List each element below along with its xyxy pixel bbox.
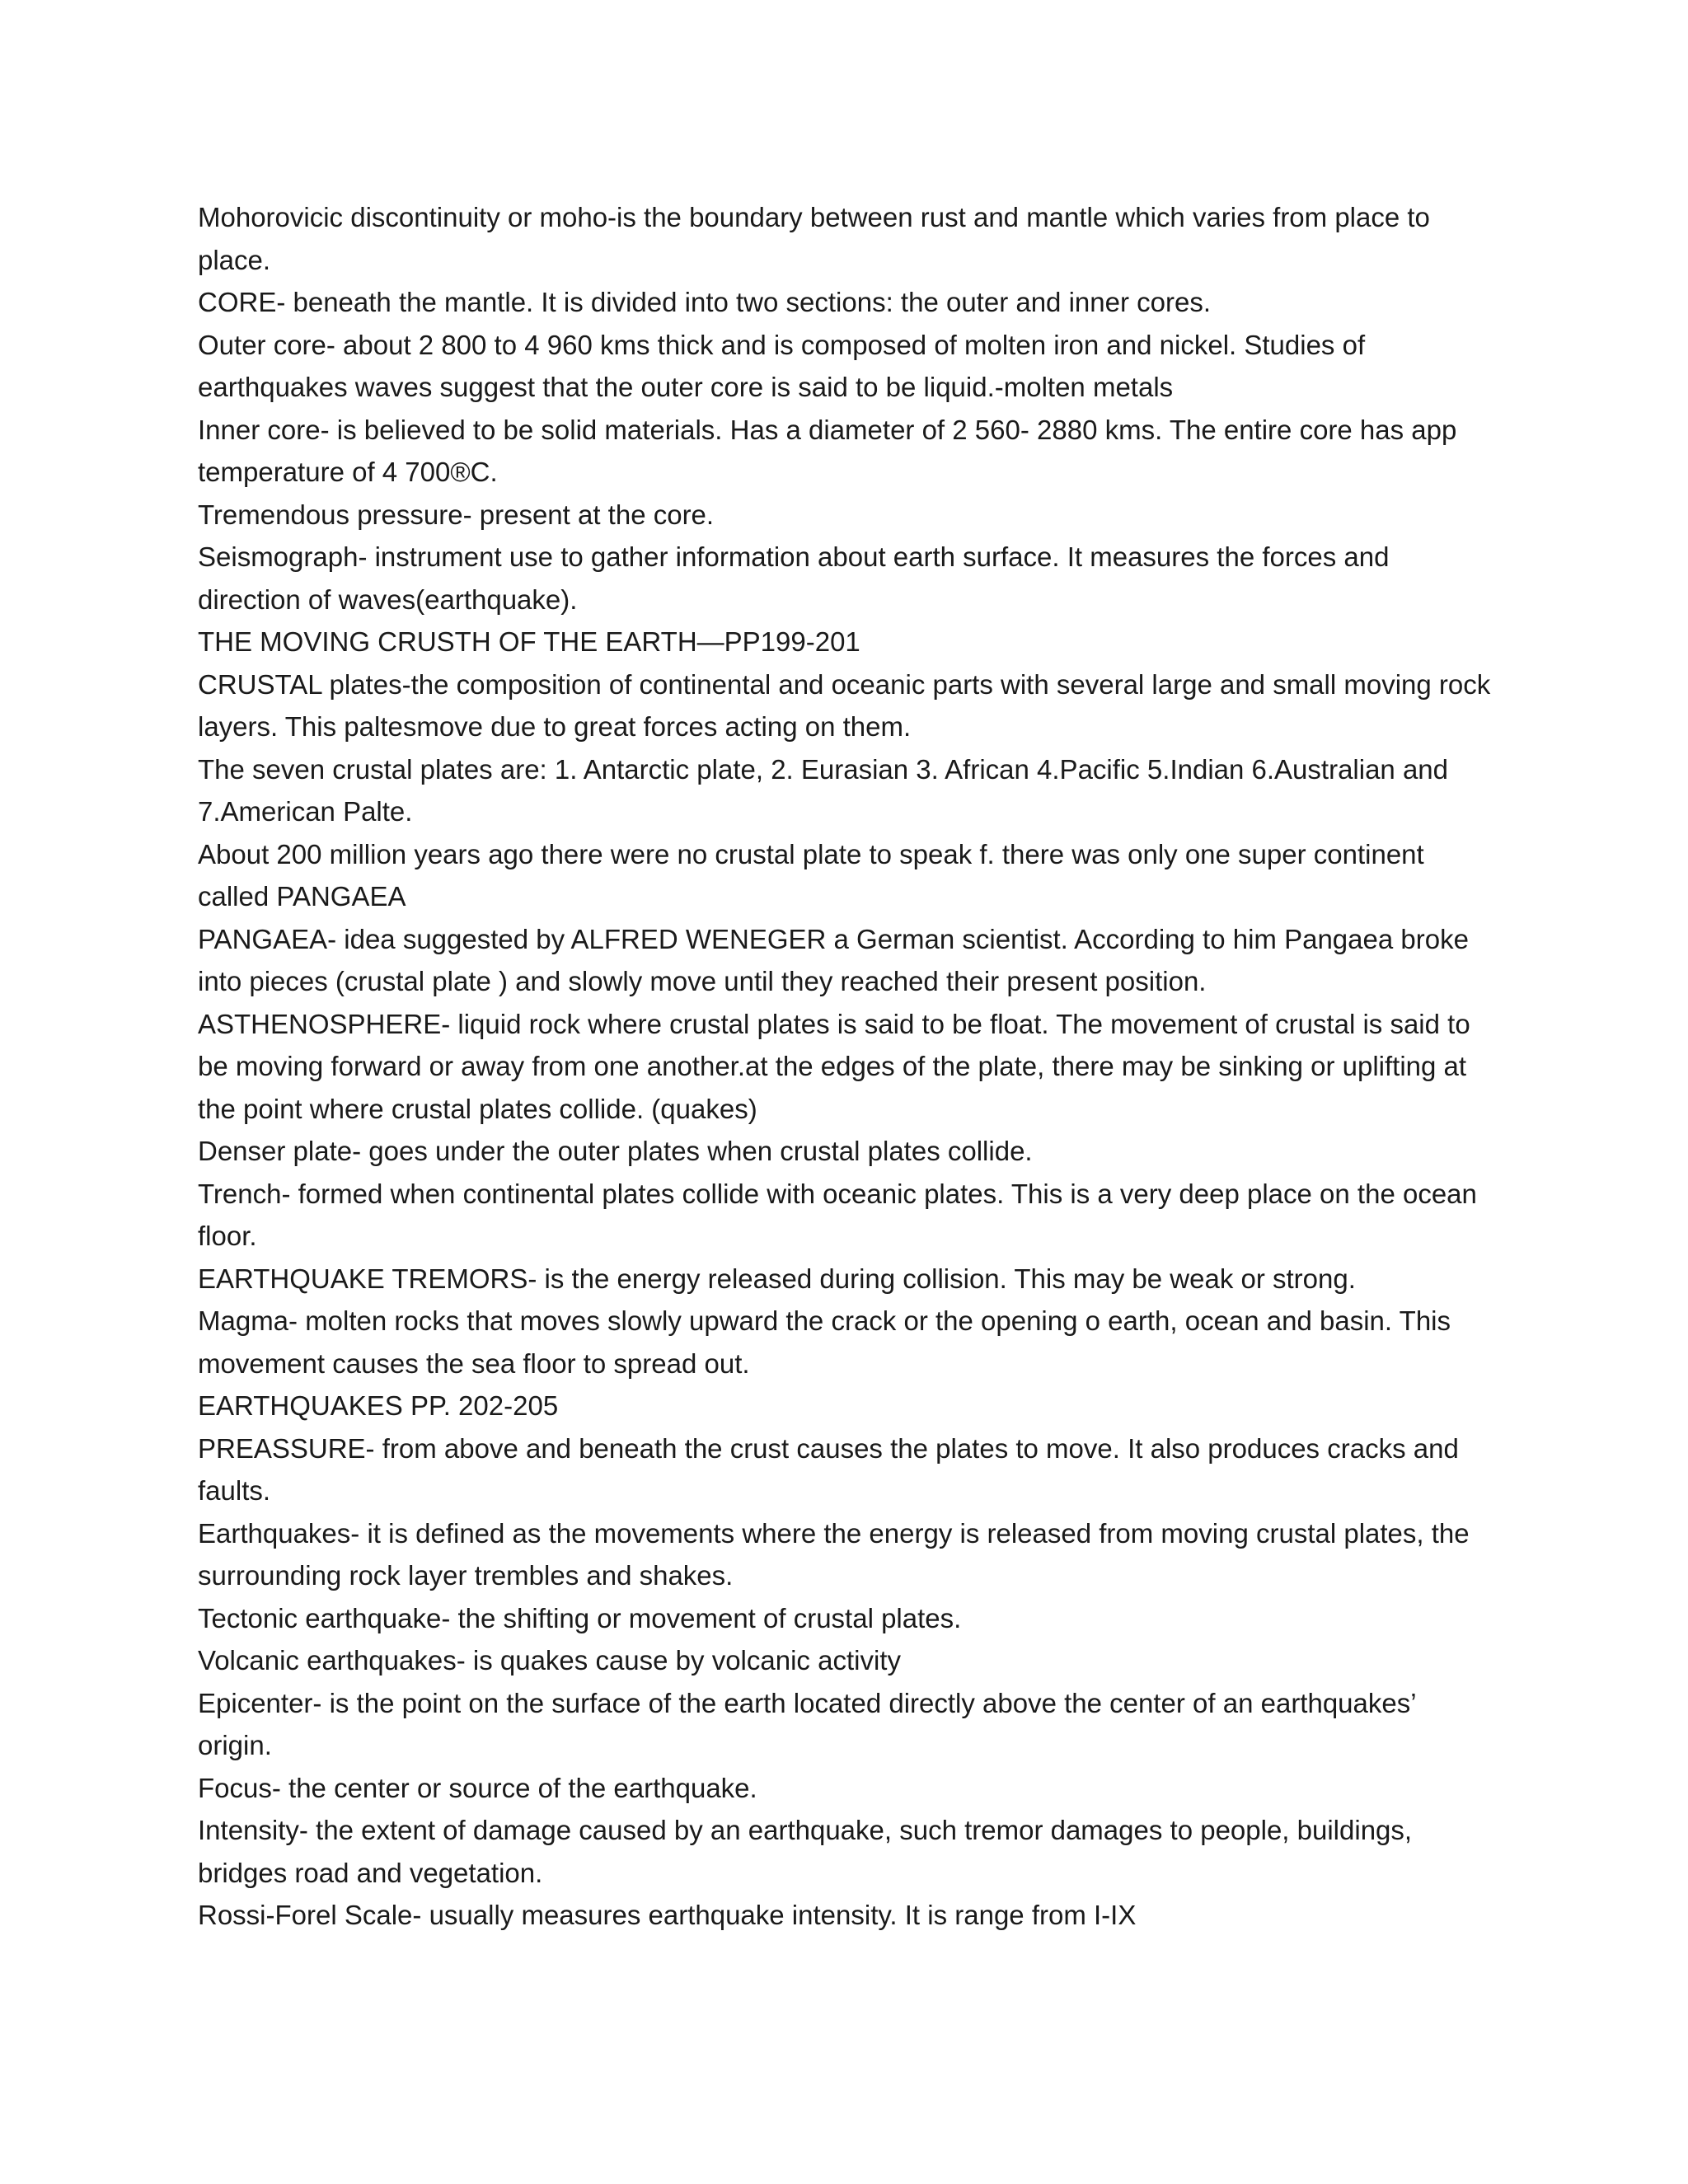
paragraph-seismograph: Seismograph- instrument use to gather information about earth surface. It measures the forces and direction of waves(earthquake). bbox=[198, 541, 1390, 615]
paragraph-crustal-plates: CRUSTAL plates-the composition of continental and oceanic parts with several large and small moving rock layers. This paltesmove due to great forces acting on them. bbox=[198, 668, 1491, 742]
paragraph-rossi-forel: Rossi-Forel Scale- usually measures earthquake intensity. It is range from I-IX bbox=[198, 1900, 1137, 1930]
paragraph-intensity: Intensity- the extent of damage caused by an earthquake, such tremor damages to people, buildings, bridges road and vegetation. bbox=[198, 1815, 1413, 1888]
paragraph-pressure: Tremendous pressure- present at the core. bbox=[198, 499, 715, 530]
paragraph-tectonic: Tectonic earthquake- the shifting or movement of crustal plates. bbox=[198, 1602, 962, 1633]
paragraph-pangaea: PANGAEA- idea suggested by ALFRED WENEGER a German scientist. According to him Pangaea broke into pieces (crustal plate ) and slowly move until they reached their present position. bbox=[198, 923, 1469, 996]
paragraph-asthenosphere: ASTHENOSPHERE- liquid rock where crustal plates is said to be float. The movement of crustal is said to be moving forward or away from one another.at the edges of the plate, there may be sinking or uplifting at the point where crustal plates collide. (quakes) bbox=[198, 1008, 1470, 1124]
paragraph-outer-core: Outer core- about 2 800 to 4 960 kms thick and is composed of molten iron and nickel. Studies of earthquakes waves suggest that the outer core is said to be liquid.-molten metals bbox=[198, 329, 1366, 402]
document-body bbox=[198, 196, 1496, 1937]
paragraph-core: CORE- beneath the mantle. It is divided into two sections: the outer and inner cores. bbox=[198, 287, 1211, 317]
paragraph-denser-plate: Denser plate- goes under the outer plates when crustal plates collide. bbox=[198, 1136, 1033, 1166]
paragraph-earthquake-tremors: EARTHQUAKE TREMORS- is the energy released during collision. This may be weak or strong. bbox=[198, 1263, 1356, 1294]
paragraph-trench: Trench- formed when continental plates collide with oceanic plates. This is a very deep place on the ocean floor. bbox=[198, 1178, 1477, 1251]
section-heading-moving-crust: THE MOVING CRUSTH OF THE EARTH—PP199-201 bbox=[198, 626, 860, 657]
paragraph-epicenter: Epicenter- is the point on the surface of the earth located directly above the center of an earthquakes’ origin. bbox=[198, 1687, 1416, 1760]
paragraph-seven-plates: The seven crustal plates are: 1. Antarctic plate, 2. Eurasian 3. African 4.Pacific 5.Indian 6.Australian and 7.American Palte. bbox=[198, 753, 1449, 827]
paragraph-earthquakes: Earthquakes- it is defined as the movements where the energy is released from moving crustal plates, the surrounding rock layer trembles and shakes. bbox=[198, 1517, 1470, 1591]
paragraph-inner-core: Inner core- is believed to be solid materials. Has a diameter of 2 560- 2880 kms. The entire core has app temperature of 4 700®C. bbox=[198, 414, 1457, 487]
paragraph-moho: Mohorovicic discontinuity or moho-is the boundary between rust and mantle which varies from place to place. bbox=[198, 202, 1430, 275]
paragraph-preassure: PREASSURE- from above and beneath the crust causes the plates to move. It also produces cracks and faults. bbox=[198, 1432, 1459, 1506]
paragraph-200-million-years: About 200 million years ago there were no crustal plate to speak f. there was only one super continent called PANGAEA bbox=[198, 838, 1424, 912]
paragraph-magma: Magma- molten rocks that moves slowly upward the crack or the opening o earth, ocean and basin. This movement causes the sea floor to spread out. bbox=[198, 1305, 1451, 1379]
paragraph-focus: Focus- the center or source of the earthquake. bbox=[198, 1772, 757, 1803]
section-heading-earthquakes: EARTHQUAKES PP. 202-205 bbox=[198, 1390, 559, 1421]
paragraph-volcanic: Volcanic earthquakes- is quakes cause by volcanic activity bbox=[198, 1645, 901, 1675]
